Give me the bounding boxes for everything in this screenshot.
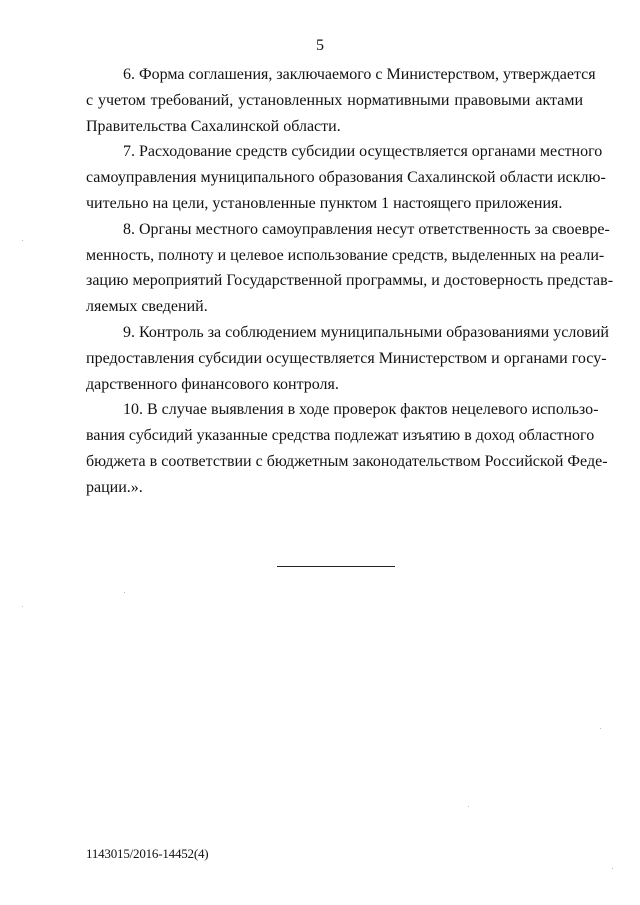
scan-speck bbox=[600, 728, 601, 729]
paragraph-line: 8. Органы местного самоуправления несут ответственность за своевре- bbox=[123, 220, 610, 238]
document-id: 1143015/2016-14452(4) bbox=[86, 846, 209, 861]
paragraph-6 bbox=[86, 62, 596, 139]
paragraph-line: менность, полноту и целевое использование средств, выделенных на реали- bbox=[86, 246, 605, 264]
paragraph-7 bbox=[86, 139, 606, 216]
scan-speck bbox=[22, 240, 23, 241]
paragraph-line: Правительства Сахалинской области. bbox=[86, 117, 341, 135]
scan-speck bbox=[468, 806, 469, 807]
paragraph-line: 6. Форма соглашения, заключаемого с Министерством, утверждается bbox=[123, 66, 596, 83]
paragraph-line: предоставления субсидии осуществляется Министерством и органами госу- bbox=[86, 349, 607, 367]
scan-speck bbox=[124, 592, 125, 593]
paragraph-8 bbox=[86, 217, 614, 320]
paragraph-line: бюджета в соответствии с бюджетным законодательством Российской Феде- bbox=[86, 452, 608, 470]
paragraph-line: 10. В случае выявления в ходе проверок фактов нецелевого использо- bbox=[123, 401, 599, 419]
paragraph-line: рации.». bbox=[86, 478, 143, 496]
document-body bbox=[86, 62, 614, 501]
paragraph-line: 7. Расходование средств субсидии осуществляется органами местного bbox=[123, 143, 603, 161]
paragraph-9 bbox=[86, 320, 609, 397]
paragraph-line: чительно на цели, установленные пунктом 1 настоящего приложения. bbox=[86, 194, 563, 212]
page-number: 5 bbox=[316, 37, 324, 54]
end-separator-line bbox=[277, 566, 395, 567]
paragraph-line: с учетом требований, установленных нормативными правовыми актами bbox=[86, 91, 583, 109]
paragraph-line: вания субсидий указанные средства подлежат изъятию в доход областного bbox=[86, 427, 595, 445]
paragraph-line: самоуправления муниципального образования Сахалинской области исклю- bbox=[86, 169, 606, 187]
scan-speck bbox=[612, 868, 613, 869]
paragraph-line: ляемых сведений. bbox=[86, 298, 208, 316]
paragraph-10 bbox=[86, 397, 608, 500]
scan-speck bbox=[22, 606, 23, 607]
paragraph-line: 9. Контроль за соблюдением муниципальными образованиями условий bbox=[123, 323, 609, 341]
paragraph-line: зацию мероприятий Государственной программы, и достоверность представ- bbox=[86, 272, 614, 290]
paragraph-line: дарственного финансового контроля. bbox=[86, 375, 339, 393]
